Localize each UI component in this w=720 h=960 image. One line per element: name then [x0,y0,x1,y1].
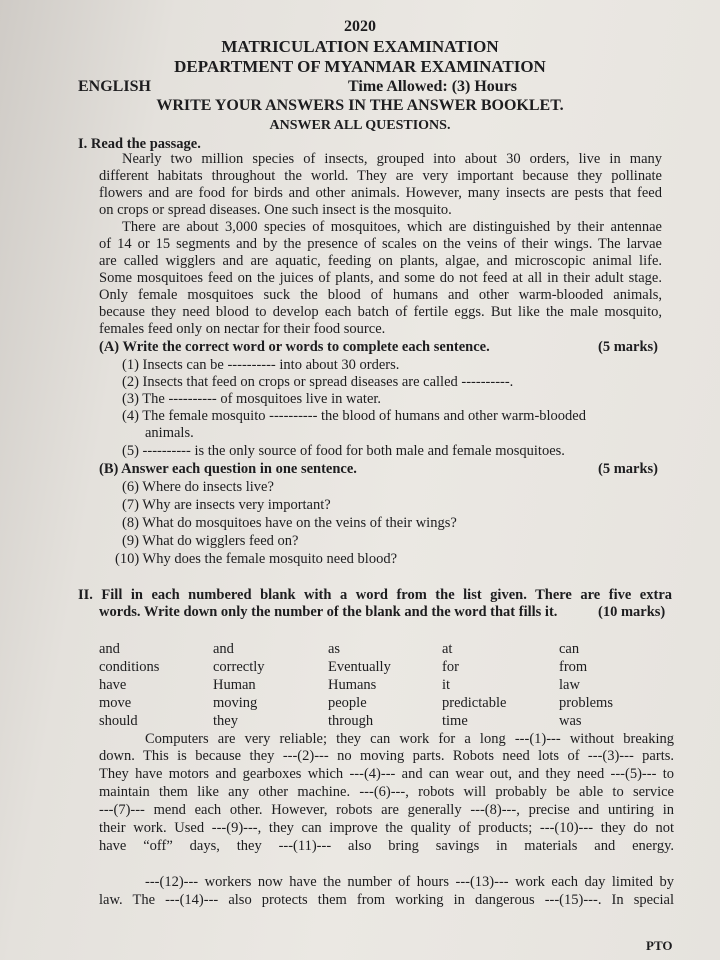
exam-year: 2020 [344,18,376,35]
word-item: move [99,695,132,711]
word-item: Eventually [328,659,391,675]
word-item: conditions [99,659,160,675]
word-list-col [99,640,159,730]
question-item: (5) ---------- is the only source of food for both male and female mosquitoes. [122,443,565,459]
passage-line: Nearly two million species of insects, grouped into about 30 orders, live in many [122,151,662,167]
section-2-marks: (10 marks) [598,604,666,620]
section-2-title: II. Fill in each numbered blank with a word from the list given. There are five extra [78,587,672,603]
word-item: law [559,677,580,693]
answer-instruction: WRITE YOUR ANSWERS IN THE ANSWER BOOKLET. [156,97,564,114]
word-item: at [442,641,453,657]
word-item: for [442,659,459,675]
word-list-col [328,640,391,730]
question-item: (4) The female mosquito ---------- the blood of humans and other warm-blooded [122,408,586,424]
question-item: (2) Insects that feed on crops or spread diseases are called ----------. [122,374,514,390]
question-item: (1) Insects can be ---------- into about 30 orders. [122,357,400,373]
cloze-line: Computers are very reliable; they can work for a long ---(1)--- without breaking [145,731,674,747]
cloze-line: their work. Used ---(9)---, they can improve the quality of products; ---(10)--- they do not [99,820,674,836]
cloze-line: down. This is because they ---(2)--- no moving parts. Robots need lots of ---(3)--- parts. [99,748,674,764]
word-item: as [328,641,341,657]
word-item: correctly [213,659,265,675]
cloze-line: have “off” days, they ---(11)--- also bring savings in materials and energy. [99,838,674,854]
word-item: should [99,713,138,729]
word-item: and [99,641,120,657]
word-item: can [559,641,580,657]
word-item: Humans [328,677,377,693]
cloze-line: ---(12)--- workers now have the number of hours ---(13)--- work each day limited by [145,874,674,890]
word-item: through [328,713,374,729]
question-item: (8) What do mosquitoes have on the veins of their wings? [122,515,457,531]
passage-line: There are about 3,000 species of mosquitoes, which are distinguished by their antennae [122,219,662,235]
word-item: people [328,695,367,711]
question-item: (10) Why does the female mosquito need blood? [115,551,398,567]
word-item: time [442,713,468,729]
section-1-title: I. Read the passage. [78,136,201,152]
cloze-line: They have motors and gearboxes which ---(4)--- and can wear out, and they need ---(5)--- to [99,766,674,782]
part-b-marks: (5 marks) [598,461,659,477]
question-item: (3) The ---------- of mosquitoes live in water. [122,391,382,407]
section-2-title-cont: words. Write down only the number of the blank and the word that fills it. [99,604,558,620]
exam-title: MATRICULATION EXAMINATION [221,37,499,56]
word-item: Human [213,677,256,693]
passage-line: Some mosquitoes feed on the juices of plants, and some do not feed at all in their adult stage. [99,270,662,286]
word-item: was [559,713,582,729]
question-item: (7) Why are insects very important? [122,497,331,513]
word-item: predictable [442,695,507,711]
question-item: (9) What do wigglers feed on? [122,533,299,549]
passage-line: Only female mosquitoes suck the blood of humans and other warm-blooded animals, [99,287,662,303]
question-item: (6) Where do insects live? [122,479,274,495]
word-item: from [559,659,588,675]
cloze-line: ---(7)--- mend each other. However, robots are generally ---(8)---, precise and untiring in [99,802,674,818]
question-item-cont: animals. [145,425,194,441]
word-item: they [213,713,238,729]
answer-all: ANSWER ALL QUESTIONS. [269,118,451,133]
cloze-line: maintain them like any other machine. ---(6)---, robots will probably be able to service [99,784,674,800]
word-item: problems [559,695,613,711]
passage-line: different habitats throughout the world. They are very important because they pollinate [99,168,662,184]
passage-line: are called wigglers and are aquatic, feeding on plants, algae, and microscopic animal life. [99,253,662,269]
page-turn-label: PTO [646,938,673,953]
word-item: it [442,677,451,693]
passage-line: flowers and are food for birds and other animals. However, many insects are pests that feed [99,185,662,201]
part-a-marks: (5 marks) [598,339,659,355]
word-item: have [99,677,127,693]
word-item: and [213,641,234,657]
passage-line: on crops or spread diseases. One such insect is the mosquito. [99,202,452,218]
cloze-line: law. The ---(14)--- also protects them from working in dangerous ---(15)---. In special [99,892,674,908]
part-b-title: (B) Answer each question in one sentence. [99,461,357,477]
word-list-col [442,640,506,730]
part-a-title: (A) Write the correct word or words to complete each sentence. [99,339,490,355]
passage-line: females feed only on nectar for their food source. [99,321,386,337]
passage-line: of 14 or 15 segments and by the presence of scales on the veins of their wings. The larvae [99,236,662,252]
word-list-col [213,640,265,730]
word-list-col [559,640,613,730]
time-allowed: Time Allowed: (3) Hours [348,78,518,95]
subject-label: ENGLISH [78,78,151,95]
word-item: moving [213,695,258,711]
passage-line: because they need blood to develop each batch of fertile eggs. But like the male mosquito, [99,304,662,320]
exam-department: DEPARTMENT OF MYANMAR EXAMINATION [174,57,546,76]
